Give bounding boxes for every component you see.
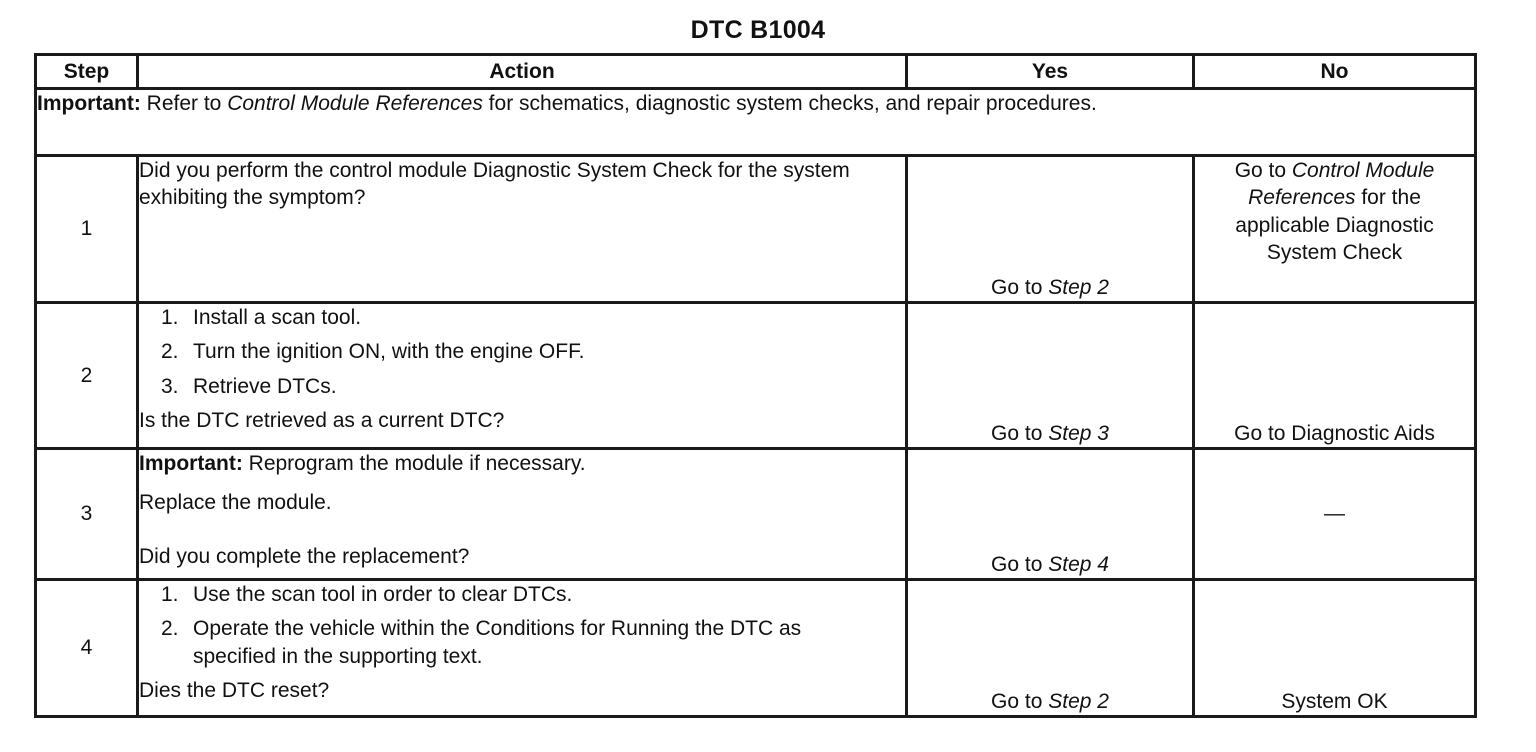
no-ref: Control Module References bbox=[1248, 159, 1435, 210]
header-no: No bbox=[1194, 55, 1476, 89]
yes-prefix: Go to bbox=[991, 689, 1049, 713]
list-item-number: 1. bbox=[161, 306, 179, 329]
header-action: Action bbox=[138, 55, 907, 89]
table-row-step-3 bbox=[36, 449, 1476, 580]
no-cell: Go to Diagnostic Aids bbox=[1194, 303, 1476, 449]
important-label: Important: bbox=[37, 92, 141, 115]
list-item-number: 1. bbox=[161, 583, 179, 606]
table-row-step-2 bbox=[36, 303, 1476, 449]
list-item-text: Turn the ignition ON, with the engine OFF. bbox=[193, 340, 585, 364]
no-suffix: for the applicable Diagnostic System Check bbox=[1235, 186, 1434, 264]
yes-prefix: Go to bbox=[991, 552, 1049, 576]
header-yes: Yes bbox=[907, 55, 1194, 89]
action-question: Did you complete the replacement? bbox=[139, 544, 470, 568]
step-number: 1 bbox=[36, 156, 138, 303]
no-cell: System OK bbox=[1194, 580, 1476, 717]
table-row-step-4 bbox=[36, 580, 1476, 717]
list-item-text: Install a scan tool. bbox=[193, 306, 362, 329]
action-question: Dies the DTC reset? bbox=[139, 678, 330, 702]
no-cell: — bbox=[1194, 449, 1476, 580]
list-item-number: 2. bbox=[161, 617, 179, 641]
instruction-list bbox=[139, 304, 905, 400]
action-question: Is the DTC retrieved as a current DTC? bbox=[139, 408, 505, 432]
yes-cell bbox=[907, 580, 1194, 717]
list-item bbox=[161, 615, 905, 670]
no-cell bbox=[1194, 156, 1476, 303]
action-instruction: Replace the module. bbox=[139, 491, 332, 515]
no-prefix: Go to bbox=[1234, 159, 1292, 182]
step-number: 3 bbox=[36, 449, 138, 580]
no-text bbox=[1210, 157, 1460, 266]
yes-step-ref: Step 4 bbox=[1048, 552, 1109, 576]
yes-cell bbox=[907, 449, 1194, 580]
list-item bbox=[161, 373, 905, 400]
list-item-text: Use the scan tool in order to clear DTCs. bbox=[193, 583, 573, 606]
important-text-before: Refer to bbox=[140, 92, 228, 115]
action-cell bbox=[138, 580, 907, 717]
step-number: 2 bbox=[36, 303, 138, 449]
important-note bbox=[36, 89, 1476, 156]
yes-prefix: Go to bbox=[991, 421, 1049, 445]
instruction-list bbox=[139, 581, 905, 670]
table-row-step-1 bbox=[36, 156, 1476, 303]
yes-step-ref: Step 2 bbox=[1048, 275, 1109, 299]
diagnostic-table bbox=[34, 53, 1477, 718]
important-label: Important: bbox=[139, 452, 243, 475]
important-text-after: for schematics, diagnostic system checks, and repair procedures. bbox=[482, 92, 1097, 115]
action-cell bbox=[138, 449, 907, 580]
action-important bbox=[139, 450, 905, 477]
action-question: Did you perform the control module Diagnostic System Check for the system exhibiting the symptom? bbox=[139, 159, 850, 210]
list-item-number: 2. bbox=[161, 340, 179, 364]
step-number: 4 bbox=[36, 580, 138, 717]
spacer bbox=[139, 529, 905, 543]
important-row bbox=[36, 89, 1476, 156]
important-text: Reprogram the module if necessary. bbox=[242, 452, 586, 475]
list-item bbox=[161, 581, 905, 608]
action-cell bbox=[138, 156, 907, 303]
important-ref: Control Module References bbox=[227, 92, 483, 115]
yes-cell bbox=[907, 156, 1194, 303]
yes-step-ref: Step 2 bbox=[1048, 689, 1109, 713]
document-title: DTC B1004 bbox=[690, 16, 826, 44]
list-item-text: Operate the vehicle within the Conditions for Running the DTC as specified in the supporting text. bbox=[193, 617, 802, 668]
yes-prefix: Go to bbox=[991, 275, 1049, 299]
action-cell bbox=[138, 303, 907, 449]
header-row bbox=[36, 55, 1476, 89]
list-item-text: Retrieve DTCs. bbox=[193, 374, 337, 398]
list-item bbox=[161, 304, 905, 331]
list-item bbox=[161, 338, 905, 365]
yes-cell bbox=[907, 303, 1194, 449]
yes-step-ref: Step 3 bbox=[1048, 421, 1109, 445]
list-item-number: 3. bbox=[161, 374, 179, 398]
header-step: Step bbox=[36, 55, 138, 89]
